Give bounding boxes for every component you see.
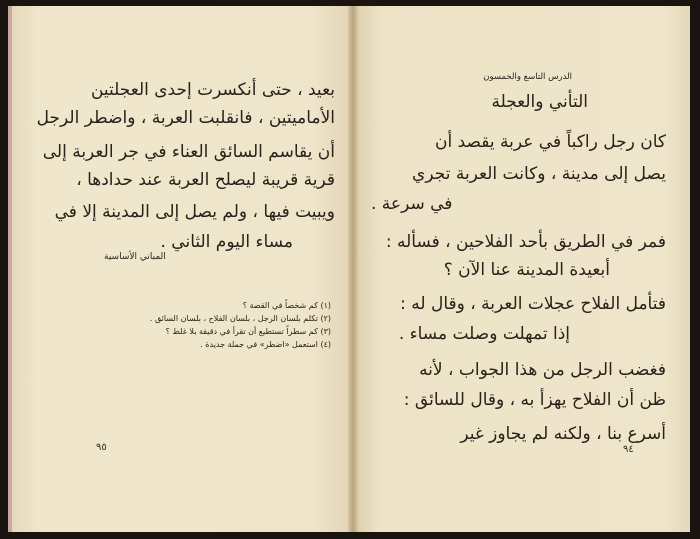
- right-text-line-3: في سرعة .: [371, 194, 453, 214]
- exercise-1: (١) كم شخصاً في القصة ؟: [242, 301, 331, 310]
- right-text-line-1: كان رجل راكباً في عربة يقصد أن: [435, 132, 666, 152]
- book-spine: [348, 6, 358, 532]
- right-text-line-2: يصل إلى مدينة ، وكانت العربة تجري: [412, 164, 666, 184]
- open-book: [8, 6, 690, 532]
- page-number-right: ٩٤: [623, 444, 634, 455]
- right-text-line-7: إذا تمهلت وصلت مساء .: [398, 324, 570, 344]
- exercise-3: (٣) كم سطراً تستطيع أن تقرأ في دقيقة بلا غلط ؟: [165, 327, 331, 336]
- exercise-4: (٤) استعمل «اضطر» في جملة جديدة .: [200, 340, 331, 349]
- author-attribution: المباني الأساسية: [104, 252, 166, 262]
- left-text-line-6: مساء اليوم الثاني .: [160, 232, 293, 252]
- left-text-line-5: ويبيت فيها ، ولم يصل إلى المدينة إلا في: [54, 202, 335, 222]
- right-page: [353, 6, 690, 532]
- right-text-line-10: أسرع بنا ، ولكنه لم يجاوز غير: [460, 424, 666, 444]
- exercise-2: (٢) تكلم بلسان الرجل ، بلسان الفلاح ، بلسان السائق .: [149, 314, 331, 323]
- left-page: [8, 6, 353, 532]
- left-text-line-4: قرية قريبة ليصلح العربة عند حدادها ،: [76, 170, 335, 190]
- right-text-line-4: فمر في الطريق بأحد الفلاحين ، فسأله :: [385, 232, 666, 252]
- left-text-line-2: الأماميتين ، فانقلبت العربة ، واضطر الرجل: [36, 108, 335, 128]
- right-text-line-5: أبعيدة المدينة عنا الآن ؟: [443, 260, 610, 280]
- lesson-header: الدرس التاسع والخمسون: [483, 72, 572, 82]
- lesson-title: التأني والعجلة: [491, 92, 588, 112]
- page-number-left: ٩٥: [96, 442, 107, 453]
- left-text-line-3: أن يقاسم السائق العناء في جر العربة إلى: [42, 142, 335, 162]
- left-text-line-1: بعيد ، حتى أنكسرت إحدى العجلتين: [90, 80, 335, 100]
- right-text-line-6: فتأمل الفلاح عجلات العربة ، وقال له :: [400, 294, 666, 314]
- right-text-line-8: فغضب الرجل من هذا الجواب ، لأنه: [419, 360, 666, 380]
- right-text-line-9: ظن أن الفلاح يهزأ به ، وقال للسائق :: [403, 390, 666, 410]
